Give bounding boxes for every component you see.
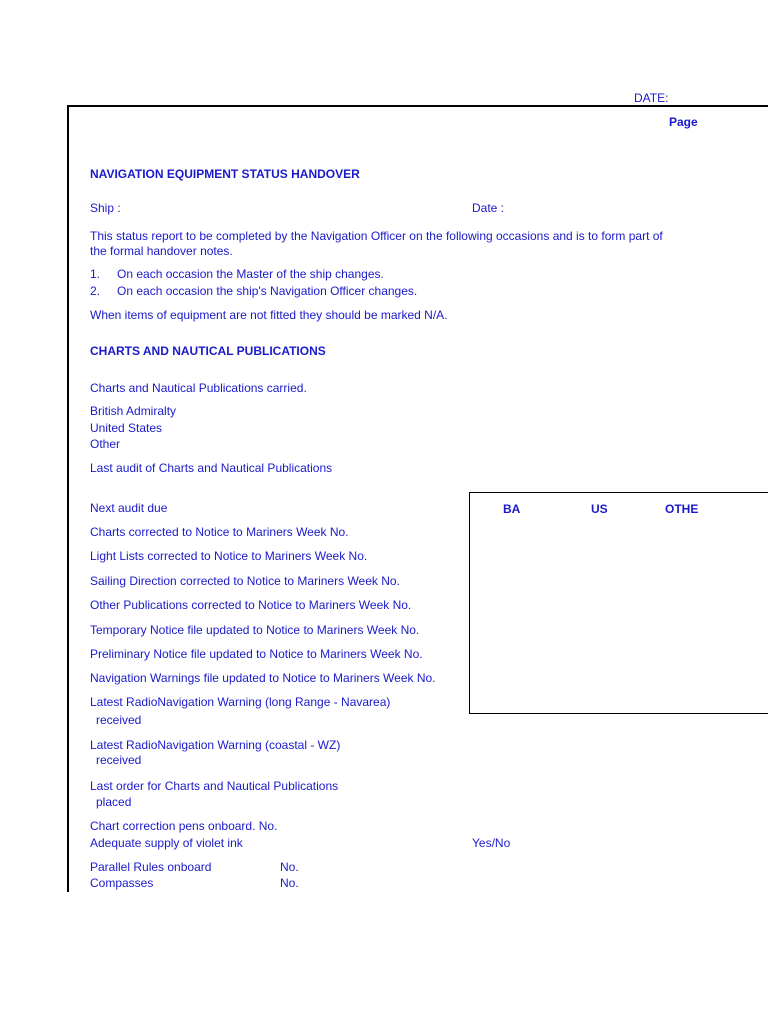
week-number-grid[interactable]: [469, 492, 768, 714]
grid-header-other: OTHE: [665, 502, 699, 516]
occasion-2-text: On each occasion the ship's Navigation Officer changes.: [117, 284, 418, 298]
compasses-no-label: No.: [280, 876, 299, 890]
parallel-rules-label: Parallel Rules onboard: [90, 860, 212, 874]
row-other-publications: Other Publications corrected to Notice to Mariners Week No.: [90, 598, 412, 612]
row-light-lists: Light Lists corrected to Notice to Mariners Week No.: [90, 549, 368, 563]
parallel-rules-no-label: No.: [280, 860, 299, 874]
last-order-line-2: placed: [96, 795, 132, 809]
occasion-1-number: 1.: [90, 267, 101, 281]
grid-header-us: US: [591, 502, 608, 516]
source-united-states: United States: [90, 421, 163, 435]
yes-no-label: Yes/No: [472, 836, 511, 850]
intro-line-1: This status report to be completed by the Navigation Officer on the following occasions and is to form part of: [90, 229, 663, 243]
last-audit-label: Last audit of Charts and Nautical Publications: [90, 461, 333, 475]
row-preliminary-notice: Preliminary Notice file updated to Notice to Mariners Week No.: [90, 647, 423, 661]
occasion-2-number: 2.: [90, 284, 101, 298]
intro-line-2: the formal handover notes.: [90, 244, 233, 258]
radio-coastal-line-1: Latest RadioNavigation Warning (coastal - WZ): [90, 738, 341, 752]
row-next-audit-due: Next audit due: [90, 501, 168, 515]
row-temporary-notice: Temporary Notice file updated to Notice to Mariners Week No.: [90, 623, 420, 637]
violet-ink-label: Adequate supply of violet ink: [90, 836, 243, 850]
radio-long-range-line-2: received: [96, 713, 142, 727]
page-title: NAVIGATION EQUIPMENT STATUS HANDOVER: [90, 167, 360, 181]
source-british-admiralty: British Admiralty: [90, 404, 177, 418]
radio-coastal-line-2: received: [96, 753, 142, 767]
date-header-label: DATE:: [634, 91, 669, 105]
row-charts-corrected: Charts corrected to Notice to Mariners Week No.: [90, 525, 349, 539]
section-title: CHARTS AND NAUTICAL PUBLICATIONS: [90, 344, 326, 358]
grid-header-ba: BA: [503, 502, 521, 516]
frame-top-border: [67, 105, 768, 107]
row-sailing-direction: Sailing Direction corrected to Notice to Mariners Week No.: [90, 574, 400, 588]
source-other: Other: [90, 437, 121, 451]
na-note: When items of equipment are not fitted they should be marked N/A.: [90, 308, 448, 322]
compasses-label: Compasses: [90, 876, 154, 890]
row-navigation-warnings: Navigation Warnings file updated to Notice to Mariners Week No.: [90, 671, 436, 685]
page-label: Page: [669, 115, 698, 129]
carried-label: Charts and Nautical Publications carried.: [90, 381, 307, 395]
radio-long-range-line-1: Latest RadioNavigation Warning (long Range - Navarea): [90, 695, 391, 709]
date-field-label: Date :: [472, 201, 505, 215]
frame-left-border: [67, 105, 69, 892]
last-order-line-1: Last order for Charts and Nautical Publications: [90, 779, 339, 793]
occasion-1-text: On each occasion the Master of the ship changes.: [117, 267, 384, 281]
correction-pens-label: Chart correction pens onboard. No.: [90, 819, 278, 833]
ship-field-label: Ship :: [90, 201, 121, 215]
